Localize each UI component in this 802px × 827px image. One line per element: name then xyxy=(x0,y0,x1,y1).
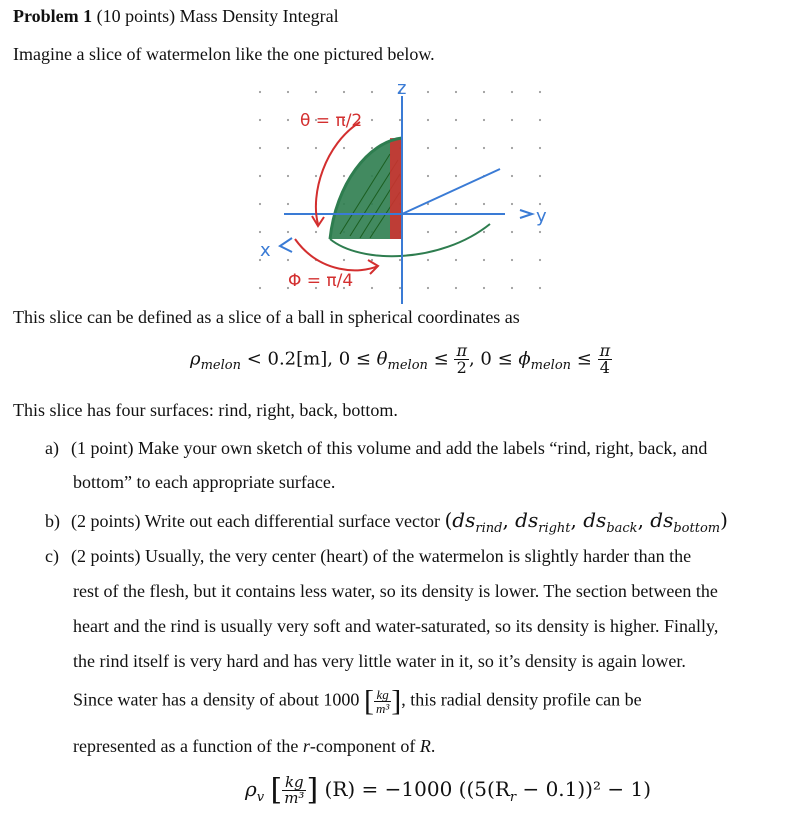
grid-dot xyxy=(315,147,317,149)
grid-dot xyxy=(371,259,373,261)
problem-number: Problem 1 xyxy=(13,6,93,26)
grid-dot xyxy=(539,119,541,121)
grid-dot xyxy=(483,91,485,93)
problem-heading xyxy=(13,5,339,27)
grid-dot xyxy=(539,203,541,205)
grid-dot xyxy=(287,119,289,121)
grid-dot xyxy=(511,119,513,121)
grid-dot xyxy=(511,287,513,289)
item-a-line2: bottom” to each appropriate surface. xyxy=(73,472,336,492)
item-b: b) (2 points) Write out each differential surface vector ($ds_{rind}$, $ds_{right}$, $ds_{back}$, $ds_{bottom}$) xyxy=(45,508,728,536)
item-c-line3: heart and the rind is usually very soft and water-saturated, so its density is higher. Finally, xyxy=(73,616,719,636)
grid-dot xyxy=(511,91,513,93)
phi-label: Φ = π/4 xyxy=(288,271,354,291)
grid-dot xyxy=(399,287,401,289)
x-axis-tail xyxy=(284,239,402,244)
grid-dot xyxy=(371,147,373,149)
grid-dot xyxy=(455,91,457,93)
grid-dot xyxy=(259,287,261,289)
grid-dot xyxy=(455,147,457,149)
grid-dot xyxy=(483,119,485,121)
grid-dot xyxy=(315,175,317,177)
grid-dot xyxy=(539,231,541,233)
grid-dot xyxy=(287,175,289,177)
x-label: x xyxy=(260,240,271,261)
theta-symbol: θ xyxy=(376,348,388,370)
right-surface xyxy=(390,138,402,239)
grid-dot xyxy=(371,119,373,121)
grid-dot xyxy=(483,287,485,289)
rho-symbol: ρ xyxy=(190,348,201,370)
phi-symbol: ϕ xyxy=(518,348,531,370)
grid-dot xyxy=(511,231,513,233)
grid-dot xyxy=(259,231,261,233)
surfaces-line: This slice has four surfaces: rind, right, back, bottom. xyxy=(13,400,398,420)
surface-vectors: ($ds_{rind}$, $ds_{right}$, $ds_{back}$, $ds_{bottom}$) xyxy=(444,508,728,536)
grid-dot xyxy=(539,91,541,93)
grid-dot xyxy=(315,91,317,93)
item-c-line5: Since water has a density of about 1000 [ $\frac{kg}{\text{m³}}$ ], this radial density profile can be xyxy=(73,684,642,718)
item-c-line6: represented as a function of the r-component of R. xyxy=(73,736,436,756)
grid-dot xyxy=(371,91,373,93)
grid-dot xyxy=(371,287,373,289)
grid-dot xyxy=(399,119,401,121)
y-label: y xyxy=(536,206,547,227)
theta-subscript: melon xyxy=(387,358,428,374)
grid-dot xyxy=(427,91,429,93)
grid-dot xyxy=(511,175,513,177)
grid-dot xyxy=(455,287,457,289)
kg-per-m3-unit: $\frac{kg}{\text{m³}}$ xyxy=(375,687,390,716)
grid-dot xyxy=(511,147,513,149)
item-c-line2: rest of the flesh, but it contains less water, so its density is lower. The section between the xyxy=(73,581,718,601)
grid-dot xyxy=(287,259,289,261)
grid-dot xyxy=(539,287,541,289)
grid-dot xyxy=(343,91,345,93)
grid-dot xyxy=(483,231,485,233)
grid-dot xyxy=(427,147,429,149)
grid-dot xyxy=(483,259,485,261)
grid-dot xyxy=(511,203,513,205)
x-axis xyxy=(402,169,500,214)
grid-dot xyxy=(483,203,485,205)
eq-part4: ≤ xyxy=(571,348,598,370)
grid-dot xyxy=(259,147,261,149)
grid-dot xyxy=(427,231,429,233)
grid-dot xyxy=(287,231,289,233)
theta-label: θ = π/2 xyxy=(300,111,363,131)
grid-dot xyxy=(259,119,261,121)
grid-dot xyxy=(343,259,345,261)
grid-dot xyxy=(399,259,401,261)
grid-dot xyxy=(343,147,345,149)
y-axis-arrowhead xyxy=(520,210,532,218)
grid-dot xyxy=(539,259,541,261)
grid-dot xyxy=(427,175,429,177)
density-unit: $\frac{kg}{\text{m³}}$ xyxy=(284,773,305,807)
grid-dot xyxy=(287,91,289,93)
grid-dot xyxy=(483,147,485,149)
grid-dot xyxy=(427,287,429,289)
watermelon-figure xyxy=(240,74,570,306)
item-c-label: c) xyxy=(45,546,59,566)
eq-part3: , 0 ≤ xyxy=(468,348,519,370)
item-a-line1: a) (1 point) Make your own sketch of this volume and add the labels “rind, right, back, and xyxy=(45,438,708,458)
problem-title: (10 points) Mass Density Integral xyxy=(92,6,339,26)
item-a-label: a) xyxy=(45,438,59,458)
item-b-label: b) xyxy=(45,511,60,531)
z-label: z xyxy=(397,78,407,99)
grid-dot xyxy=(259,203,261,205)
grid-dot xyxy=(259,175,261,177)
eq-part2: ≤ xyxy=(427,348,455,370)
spherical-bounds-equation xyxy=(190,343,612,377)
rho-subscript: melon xyxy=(200,358,241,374)
grid-dot xyxy=(315,231,317,233)
grid-dot xyxy=(539,147,541,149)
x-axis-arrowhead xyxy=(280,238,292,252)
phi-subscript: melon xyxy=(530,358,572,374)
grid-dot xyxy=(455,231,457,233)
definition-line: This slice can be defined as a slice of a ball in spherical coordinates as xyxy=(13,307,520,327)
grid-dot xyxy=(259,91,261,93)
grid-dot xyxy=(343,175,345,177)
intro-text: Imagine a slice of watermelon like the one pictured below. xyxy=(13,44,435,64)
grid-dot xyxy=(455,259,457,261)
pi-over-2: $\frac{\pi}{2}$ xyxy=(456,341,467,377)
grid-dot xyxy=(427,259,429,261)
grid-dot xyxy=(511,259,513,261)
density-equation: $\rho_v$ [ $\frac{kg}{\text{m³}}$ ] (R) = −1000 $((5(R_r - 0.1))^2 - 1)$ xyxy=(245,772,651,808)
grid-dot xyxy=(287,147,289,149)
grid-dot xyxy=(455,119,457,121)
eq-part1: < 0.2[m], 0 ≤ xyxy=(240,348,377,370)
item-c-line4: the rind itself is very hard and has very little water in it, so it’s density is again lower. xyxy=(73,651,686,671)
grid-dot xyxy=(427,119,429,121)
grid-dot xyxy=(287,203,289,205)
grid-dot xyxy=(455,203,457,205)
grid-dot xyxy=(539,175,541,177)
pi-over-4: $\frac{\pi}{4}$ xyxy=(599,341,611,377)
grid-dot xyxy=(455,175,457,177)
item-c-line1: c) (2 points) Usually, the very center (heart) of the watermelon is slightly harder than the xyxy=(45,546,692,566)
